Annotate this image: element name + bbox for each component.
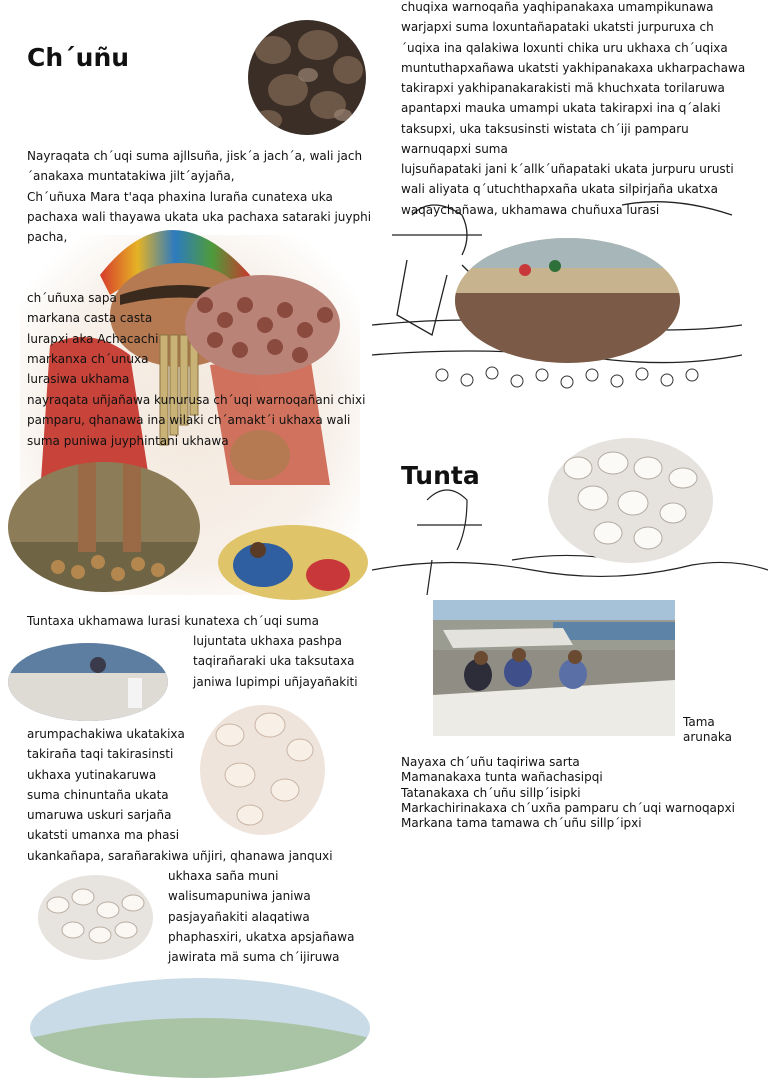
tunta-paragraph-1: Tuntaxa ukhamawa lurasi kunatexa ch´uqi suma — [27, 614, 319, 628]
tunta-paragraph-3: arumpachakiwa ukatakixa takiraña taqi takirasinsti ukhaxa yutinakaruwa suma chinuntaña ukata umaruwa uskuri sarjaña ukatsti umanxa ma phasi — [27, 727, 185, 843]
list-item: Markachirinakaxa ch´uxña pamparu ch´uqi warnoqapxi — [401, 800, 735, 815]
right-paragraph-2: lujsuñapataki jani k´allk´uñapataki ukata jurpuru urusti wali aliyata q´utuchthapxaña ukata silpirjaña ukatxa waqaychañawa, ukhamawa chuñuxa lurasi — [401, 162, 734, 217]
tunta-heading: Tunta — [401, 461, 480, 490]
list-item: Markana tama tamawa ch´uñu sillp´ipxi — [401, 816, 642, 831]
white-tunta-photo — [200, 705, 325, 835]
tunta-photo — [548, 438, 713, 563]
tunta-paragraph-5: ukhaxa saña muni walisumapuniwa janiwa pasjayañakiti alaqatiwa phaphasxiri, ukatxa apsjañawa jawirata mä suma ch´ijiruwa — [168, 869, 355, 965]
women-drying-tunta-photo — [433, 600, 675, 736]
photo-caption: Tama arunaka — [683, 715, 732, 745]
tunta-paragraph-4: ukankañapa, sarañarakiwa uñjiri, qhanawa janquxi — [27, 849, 333, 863]
tunta-drying-photo — [8, 643, 168, 721]
list-item: Tatanakaxa ch´uñu sillp´isipki — [401, 785, 581, 800]
people-working-painting — [218, 525, 368, 600]
sentence-list — [401, 755, 735, 831]
chunu-photo — [248, 20, 366, 135]
stomping-potatoes-photo — [8, 462, 200, 592]
tunta-paragraph-2: lujuntata ukhaxa pashpa taqirañaraki uka taksutaxa janiwa lupimpi uñjayañakiti — [193, 634, 358, 689]
drying-potatoes-photo — [185, 275, 340, 375]
potato-field-photo — [455, 238, 680, 363]
list-item: Mamanakaxa tunta wañachasipqi — [401, 770, 603, 785]
list-item: Nayaxa ch´uñu taqiriwa sarta — [401, 755, 580, 769]
landscape-photo — [30, 978, 370, 1078]
right-paragraph-1: chuqixa warnoqaña yaqhipanakaxa umampikunawa warjapxi suma loxuntañapataki ukatsti jurpuruxa ch ´uqixa ina qalakiwa loxunti chika uru ukhaxa ch´uqixa muntuthapxañawa ukatsti yakhipanakaxa ukharpachawa takirapxi yakhipanakarakisti mä khuchxata torilaruwa apantapxi mauka umampi ukata takirapxi ina q´alaki taksupxi, uka taksusinsti wistata ch´iji pamparu warnuqapxi suma — [401, 0, 746, 157]
chunu-paragraph-2: ch´uñuxa sapa markana casta casta lurapxi aka Achacachi markanxa ch´unuxa lurasiwa ukhama — [27, 291, 159, 387]
chunu-heading: Ch´uñu — [27, 43, 130, 72]
chunu-paragraph-1: Nayraqata ch´uqi suma ajllsuña, jisk´a jach´a, wali jach ´anakaxa muntatakiwa jilt´ayjaña, Ch´uñuxa Mara t'aqa phaxina luraña cunatexa uka pachaxa wali thayawa ukata uka pachaxa sataraki juyphi pacha, — [27, 149, 372, 245]
chunu-paragraph-3: nayraqata uñjañawa kunurusa ch´uqi warnoqañani chixi pamparu, qhanawa ina wilaki ch´amakt´i ukhaxa wali suma puniwa juyphintani ukhawa — [27, 393, 366, 448]
tunta-pile-photo — [38, 875, 153, 960]
